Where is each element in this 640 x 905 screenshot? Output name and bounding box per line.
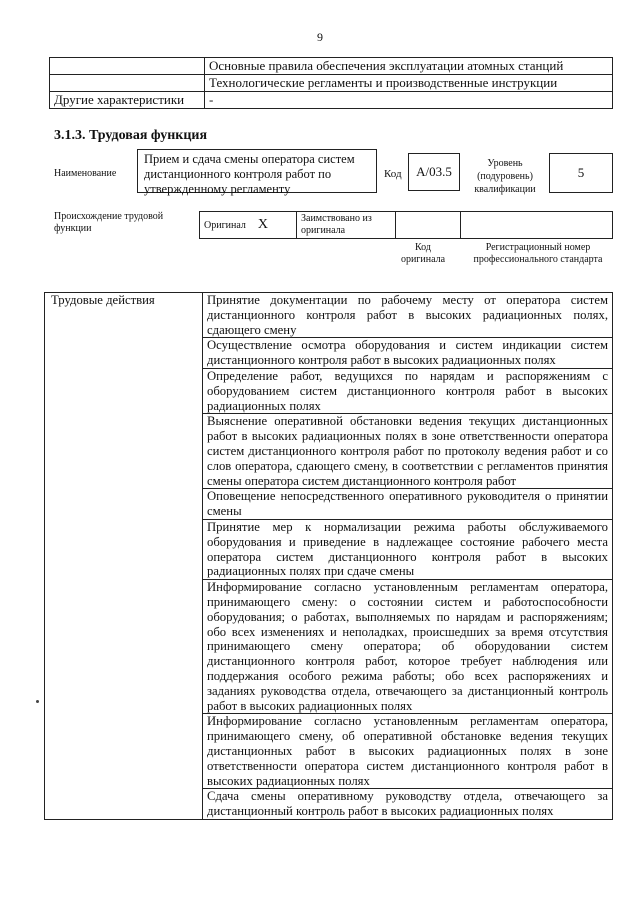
original-mark: X bbox=[257, 216, 269, 232]
action-item: Принятие документации по рабочему месту от оператора систем дистанционного контроля работ в высоких радиационных полях, сдающего смену bbox=[203, 293, 613, 338]
table-row bbox=[50, 58, 613, 75]
code-origin-cell bbox=[396, 212, 461, 239]
page-number: 9 bbox=[317, 30, 323, 44]
row-label bbox=[50, 75, 205, 92]
row-label bbox=[50, 58, 205, 75]
scan-speck bbox=[36, 700, 39, 703]
labor-actions-table bbox=[44, 292, 613, 820]
action-item: Выяснение оперативной обстановки ведения текущих дистанционных работ в высоких радиационных полях в зоне ответственности оператора систем дистанционного контроля работ по протоколу ведения работ и со слов оператора, сдающего смену, в соответствии с регламентов принятия смены оператора систем дистанционного контроля работ bbox=[203, 414, 613, 489]
action-item: Осуществление осмотра оборудования и систем индикации систем дистанционного контроля работ в высоких радиационных полях bbox=[203, 338, 613, 369]
action-item: Определение работ, ведущихся по нарядам и распоряжениям с оборудованием систем дистанционного контроля работ в высоких радиационных полях bbox=[203, 368, 613, 413]
row-value: Технологические регламенты и производственные инструкции bbox=[205, 75, 613, 92]
function-name: Прием и сдача смены оператора систем дистанционного контроля работ по утвержденному регламенту bbox=[137, 149, 377, 193]
action-item: Информирование согласно установленным регламентам оператора, принимающего смену, об оперативной обстановке ведения текущих дистанционных работ в высоких радиационных полях в зоне ответственности оператора систем дистанционного контроля работ в высоких радиационных полях bbox=[203, 714, 613, 789]
function-code: А/03.5 bbox=[408, 153, 460, 191]
code-label: Код bbox=[384, 168, 402, 180]
reg-number-cell bbox=[461, 212, 613, 239]
level-label: Уровень (подуровень) квалификации bbox=[474, 158, 536, 195]
name-label: Наименование bbox=[54, 168, 117, 179]
borrowed-label: Заимствовано из оригинала bbox=[297, 212, 396, 239]
table-row bbox=[200, 212, 613, 239]
qualification-level: 5 bbox=[549, 153, 613, 193]
section-title: 3.1.3. Трудовая функция bbox=[54, 128, 208, 143]
action-item: Сдача смены оперативному руководству отдела, отвечающего за дистанционный контроль работ в высоких радиационных полях bbox=[203, 789, 613, 820]
reg-number-caption: Регистрационный номер профессионального стандарта bbox=[473, 242, 603, 265]
origin-table bbox=[199, 211, 613, 239]
action-item: Оповещение непосредственного оперативного руководителя о принятии смены bbox=[203, 489, 613, 520]
characteristics-table bbox=[49, 57, 613, 109]
table-row bbox=[45, 293, 613, 338]
table-row bbox=[50, 75, 613, 92]
action-item: Информирование согласно установленным регламентам оператора, принимающего смену: о состоянии систем и работоспособности оборудования; о работах, выполняемых по нарядам и распоряжениям; обо всех изменениях и неполадках, происшедших за время отсутствия принимающего смену оператора; об оборудовании систем дистанционного контроля работ, которое требует наблюдения или поддержания особого режима работы; обо всех распоряжениях и заданиях руководства отдела, отвечающего за дистанционный контроль работ в высоких радиационных полях bbox=[203, 580, 613, 714]
code-origin-caption: Код оригинала bbox=[400, 242, 446, 265]
original-label: Оригинал bbox=[204, 219, 246, 231]
table-row bbox=[50, 92, 613, 109]
row-value: Основные правила обеспечения эксплуатации атомных станций bbox=[205, 58, 613, 75]
original-cell bbox=[200, 212, 297, 239]
action-item: Принятие мер к нормализации режима работы обслуживаемого оборудования и приведение в надлежащее состояние рабочего места оператора систем дистанционного контроля работ в высоких радиационных полях при сдаче смены bbox=[203, 519, 613, 579]
actions-header: Трудовые действия bbox=[45, 293, 203, 820]
origin-label: Происхождение трудовой функции bbox=[54, 211, 164, 234]
row-value: - bbox=[205, 92, 613, 109]
row-label: Другие характеристики bbox=[50, 92, 205, 109]
